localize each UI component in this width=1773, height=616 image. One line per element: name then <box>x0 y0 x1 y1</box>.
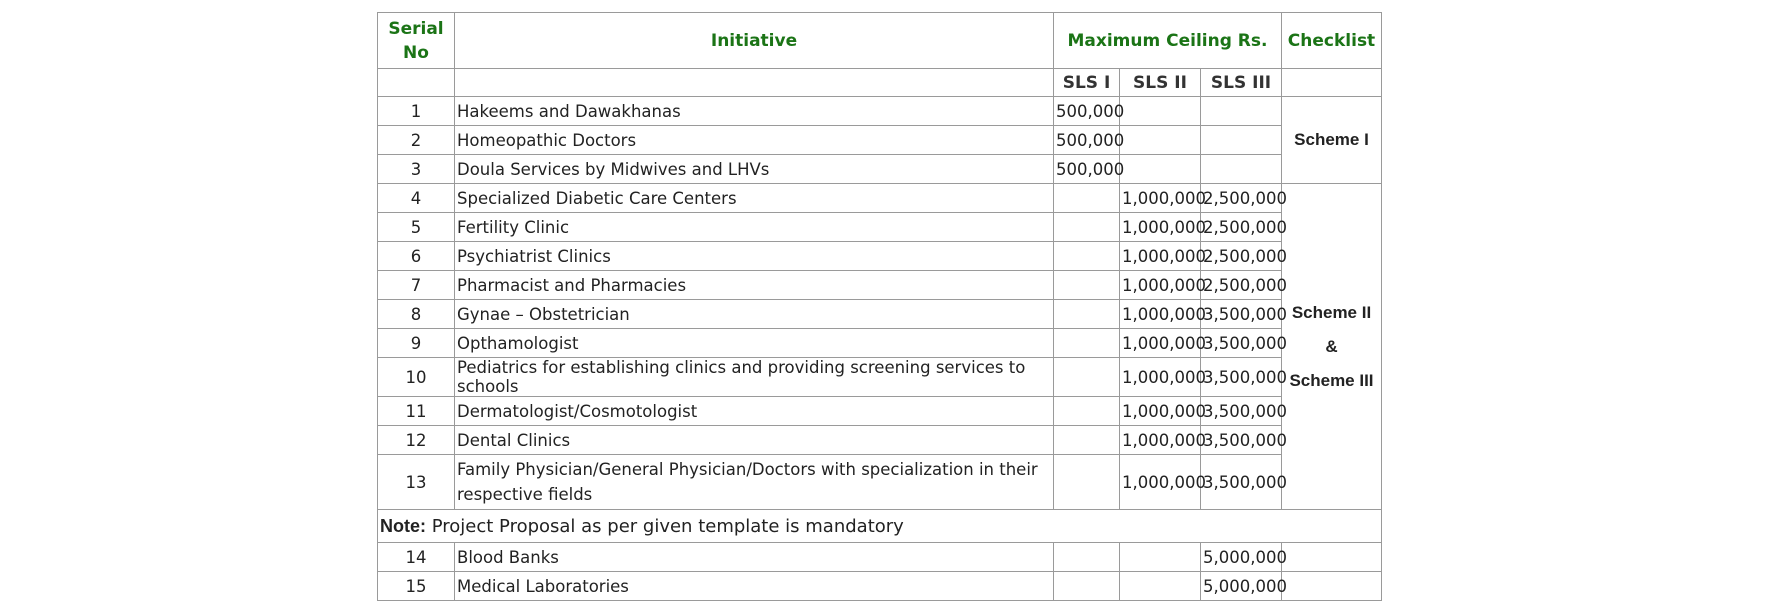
sls2-cell: 1,000,000 <box>1120 397 1201 426</box>
sls1-header: SLS I <box>1054 69 1120 97</box>
checklist-spacer <box>1284 323 1379 337</box>
sls2-cell <box>1120 126 1201 155</box>
sls1-cell <box>1054 572 1120 601</box>
initiative-cell: Pediatrics for establishing clinics and providing screening services to schools <box>455 358 1054 397</box>
table-row <box>378 572 1382 601</box>
checklist-scheme-2-3 <box>1282 184 1382 510</box>
initiative-cell: Blood Banks <box>455 543 1054 572</box>
sls3-cell: 3,500,000 <box>1201 426 1282 455</box>
subheader-empty-cell <box>378 69 455 97</box>
sls3-cell: 3,500,000 <box>1201 397 1282 426</box>
table-row <box>378 426 1382 455</box>
initiative-cell: Medical Laboratories <box>455 572 1054 601</box>
serial-cell: 2 <box>378 126 455 155</box>
initiative-cell: Gynae – Obstetrician <box>455 300 1054 329</box>
sls3-cell: 3,500,000 <box>1201 358 1282 397</box>
table-row <box>378 455 1382 510</box>
table-row <box>378 97 1382 126</box>
checklist-empty-cell <box>1282 572 1382 601</box>
sls3-cell: 2,500,000 <box>1201 271 1282 300</box>
serial-cell: 10 <box>378 358 455 397</box>
subheader-row <box>378 69 1382 97</box>
initiative-cell: Homeopathic Doctors <box>455 126 1054 155</box>
table-row <box>378 242 1382 271</box>
subheader-empty-cell <box>455 69 1054 97</box>
serial-cell: 1 <box>378 97 455 126</box>
sls2-cell: 1,000,000 <box>1120 300 1201 329</box>
sls1-cell <box>1054 242 1120 271</box>
sls2-cell: 1,000,000 <box>1120 455 1201 510</box>
sls1-cell <box>1054 426 1120 455</box>
note-row <box>378 510 1382 543</box>
table-row <box>378 358 1382 397</box>
table-row <box>378 184 1382 213</box>
sls1-cell <box>1054 358 1120 397</box>
sls3-cell: 5,000,000 <box>1201 543 1282 572</box>
serial-cell: 3 <box>378 155 455 184</box>
initiative-cell: Opthamologist <box>455 329 1054 358</box>
header-row <box>378 13 1382 69</box>
sls2-cell <box>1120 572 1201 601</box>
scheme-3-label: Scheme III <box>1289 370 1374 390</box>
sls3-cell: 3,500,000 <box>1201 329 1282 358</box>
sls2-cell <box>1120 155 1201 184</box>
sls2-cell <box>1120 97 1201 126</box>
sls3-cell: 2,500,000 <box>1201 242 1282 271</box>
sls3-cell <box>1201 97 1282 126</box>
serial-cell: 9 <box>378 329 455 358</box>
initiative-cell: Pharmacist and Pharmacies <box>455 271 1054 300</box>
sls3-cell: 3,500,000 <box>1201 455 1282 510</box>
sls2-cell <box>1120 543 1201 572</box>
table-row <box>378 213 1382 242</box>
note-cell <box>378 510 1382 543</box>
checklist-spacer <box>1284 357 1379 371</box>
scheme-2-label: Scheme II <box>1291 302 1372 322</box>
table-row <box>378 397 1382 426</box>
sls2-cell: 1,000,000 <box>1120 426 1201 455</box>
sls2-cell: 1,000,000 <box>1120 184 1201 213</box>
checklist-empty-cell <box>1282 543 1382 572</box>
sls1-cell <box>1054 397 1120 426</box>
sls1-cell: 500,000 <box>1054 155 1120 184</box>
serial-cell: 11 <box>378 397 455 426</box>
serial-no-header: Serial No <box>378 13 455 69</box>
sls1-cell <box>1054 300 1120 329</box>
sls3-cell: 2,500,000 <box>1201 184 1282 213</box>
scheme-1-label: Scheme I <box>1294 130 1369 149</box>
checklist-scheme-1 <box>1282 97 1382 184</box>
sls1-cell <box>1054 329 1120 358</box>
initiative-cell: Dental Clinics <box>455 426 1054 455</box>
sls3-cell: 5,000,000 <box>1201 572 1282 601</box>
ceiling-table <box>377 12 1382 601</box>
serial-cell: 4 <box>378 184 455 213</box>
sls3-cell: 2,500,000 <box>1201 213 1282 242</box>
table-row <box>378 543 1382 572</box>
initiative-cell: Hakeems and Dawakhanas <box>455 97 1054 126</box>
subheader-empty-cell <box>1282 69 1382 97</box>
sls3-header: SLS III <box>1201 69 1282 97</box>
sls1-cell <box>1054 213 1120 242</box>
serial-cell: 6 <box>378 242 455 271</box>
sls2-cell: 1,000,000 <box>1120 329 1201 358</box>
sls2-cell: 1,000,000 <box>1120 358 1201 397</box>
initiative-cell: Family Physician/General Physician/Doctors with specialization in their respective fields <box>455 455 1054 510</box>
note-text: Project Proposal as per given template is mandatory <box>426 515 904 537</box>
sls2-cell: 1,000,000 <box>1120 271 1201 300</box>
sls1-cell <box>1054 543 1120 572</box>
serial-cell: 5 <box>378 213 455 242</box>
sls3-cell: 3,500,000 <box>1201 300 1282 329</box>
sls1-cell <box>1054 271 1120 300</box>
serial-cell: 15 <box>378 572 455 601</box>
sls2-cell: 1,000,000 <box>1120 242 1201 271</box>
table-row <box>378 300 1382 329</box>
table-row <box>378 155 1382 184</box>
checklist-header: Checklist <box>1282 13 1382 69</box>
sls3-cell <box>1201 155 1282 184</box>
serial-cell: 7 <box>378 271 455 300</box>
initiative-cell: Psychiatrist Clinics <box>455 242 1054 271</box>
initiative-cell: Fertility Clinic <box>455 213 1054 242</box>
sls2-cell: 1,000,000 <box>1120 213 1201 242</box>
table-row <box>378 126 1382 155</box>
sls3-cell <box>1201 126 1282 155</box>
sls1-cell: 500,000 <box>1054 97 1120 126</box>
sls1-cell <box>1054 184 1120 213</box>
max-ceiling-header: Maximum Ceiling Rs. <box>1054 13 1282 69</box>
serial-cell: 8 <box>378 300 455 329</box>
serial-cell: 13 <box>378 455 455 510</box>
initiative-cell: Specialized Diabetic Care Centers <box>455 184 1054 213</box>
note-label: Note: <box>380 515 426 536</box>
table-row <box>378 329 1382 358</box>
initiative-cell: Doula Services by Midwives and LHVs <box>455 155 1054 184</box>
sls1-cell <box>1054 455 1120 510</box>
initiative-cell: Dermatologist/Cosmotologist <box>455 397 1054 426</box>
scheme-ampersand: & <box>1325 336 1338 356</box>
table-row <box>378 271 1382 300</box>
initiative-header: Initiative <box>455 13 1054 69</box>
sls2-header: SLS II <box>1120 69 1201 97</box>
serial-cell: 12 <box>378 426 455 455</box>
serial-cell: 14 <box>378 543 455 572</box>
sls1-cell: 500,000 <box>1054 126 1120 155</box>
